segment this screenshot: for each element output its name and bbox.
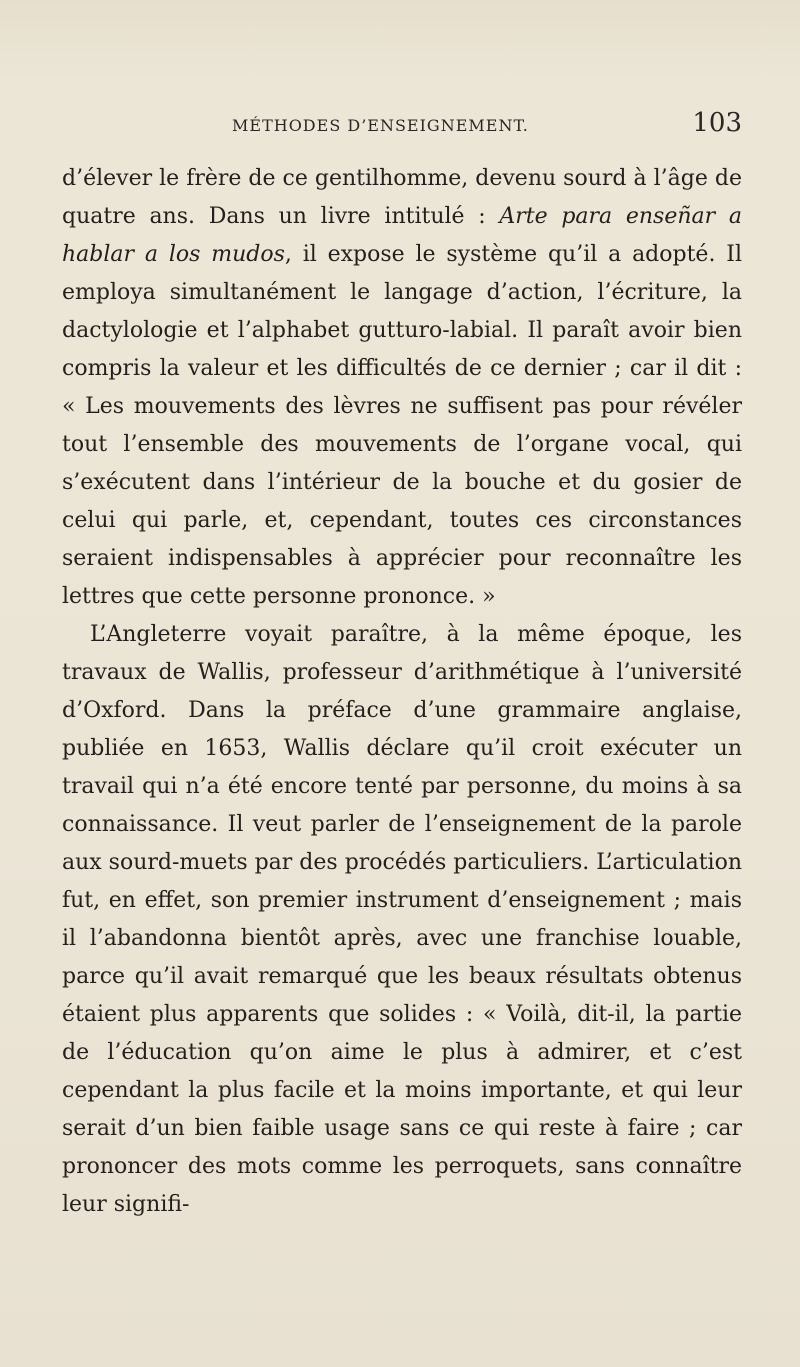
paragraph-1 xyxy=(62,160,742,616)
running-head xyxy=(62,108,742,152)
paragraph-2: L’Angleterre voyait paraître, à la même époque, les travaux de Wallis, professeur d’arithmétique à l’université d’Oxford. Dans la préface d’une grammaire anglaise, publiée en 1653, Wallis déclare qu’il croit exécuter un travail qui n’a été encore tenté par personne, du moins à sa connaissance. Il veut parler de l’enseignement de la parole aux sourd-muets par des procédés particuliers. L’articulation fut, en effet, son premier instrument d’enseignement ; mais il l’abandonna bientôt après, avec une franchise louable, parce qu’il avait remarqué que les beaux résultats obtenus étaient plus apparents que solides : « Voilà, dit-il, la partie de l’éducation qu’on aime le plus à admirer, et c’est cependant la plus facile et la moins importante, et qui leur serait d’un bien faible usage sans ce qui reste à faire ; car prononcer des mots comme les perroquets, sans connaître leur signifi- xyxy=(62,622,743,1217)
paragraph-1-text-b: , il expose le système qu’il a adopté. Il employa simultanément le langage d’action, l’écriture, la dactylologie et l’alphabet gutturo-labial. Il paraît avoir bien compris la valeur et les difficultés de ce dernier ; car il dit : « Les mouvements des lèvres ne suffisent pas pour révéler tout l’ensemble des mouvements de l’organe vocal, qui s’exécutent dans l’intérieur de la bouche et du gosier de celui qui parle, et, cependant, toutes ces circonstances seraient indispensables à apprécier pour reconnaître les lettres que cette personne prononce. » xyxy=(62,242,743,609)
paragraph-1-text-a: d’élever le frère de ce gentilhomme, devenu sourd à l’âge de quatre ans. Dans un livre intitulé : xyxy=(62,166,742,229)
book-title: Arte para enseñar a hablar a los mudos xyxy=(62,204,742,267)
page-number: 103 xyxy=(692,108,742,138)
running-head-title: MÉTHODES D’ENSEIGNEMENT. xyxy=(232,116,529,135)
body-text xyxy=(62,160,742,1224)
